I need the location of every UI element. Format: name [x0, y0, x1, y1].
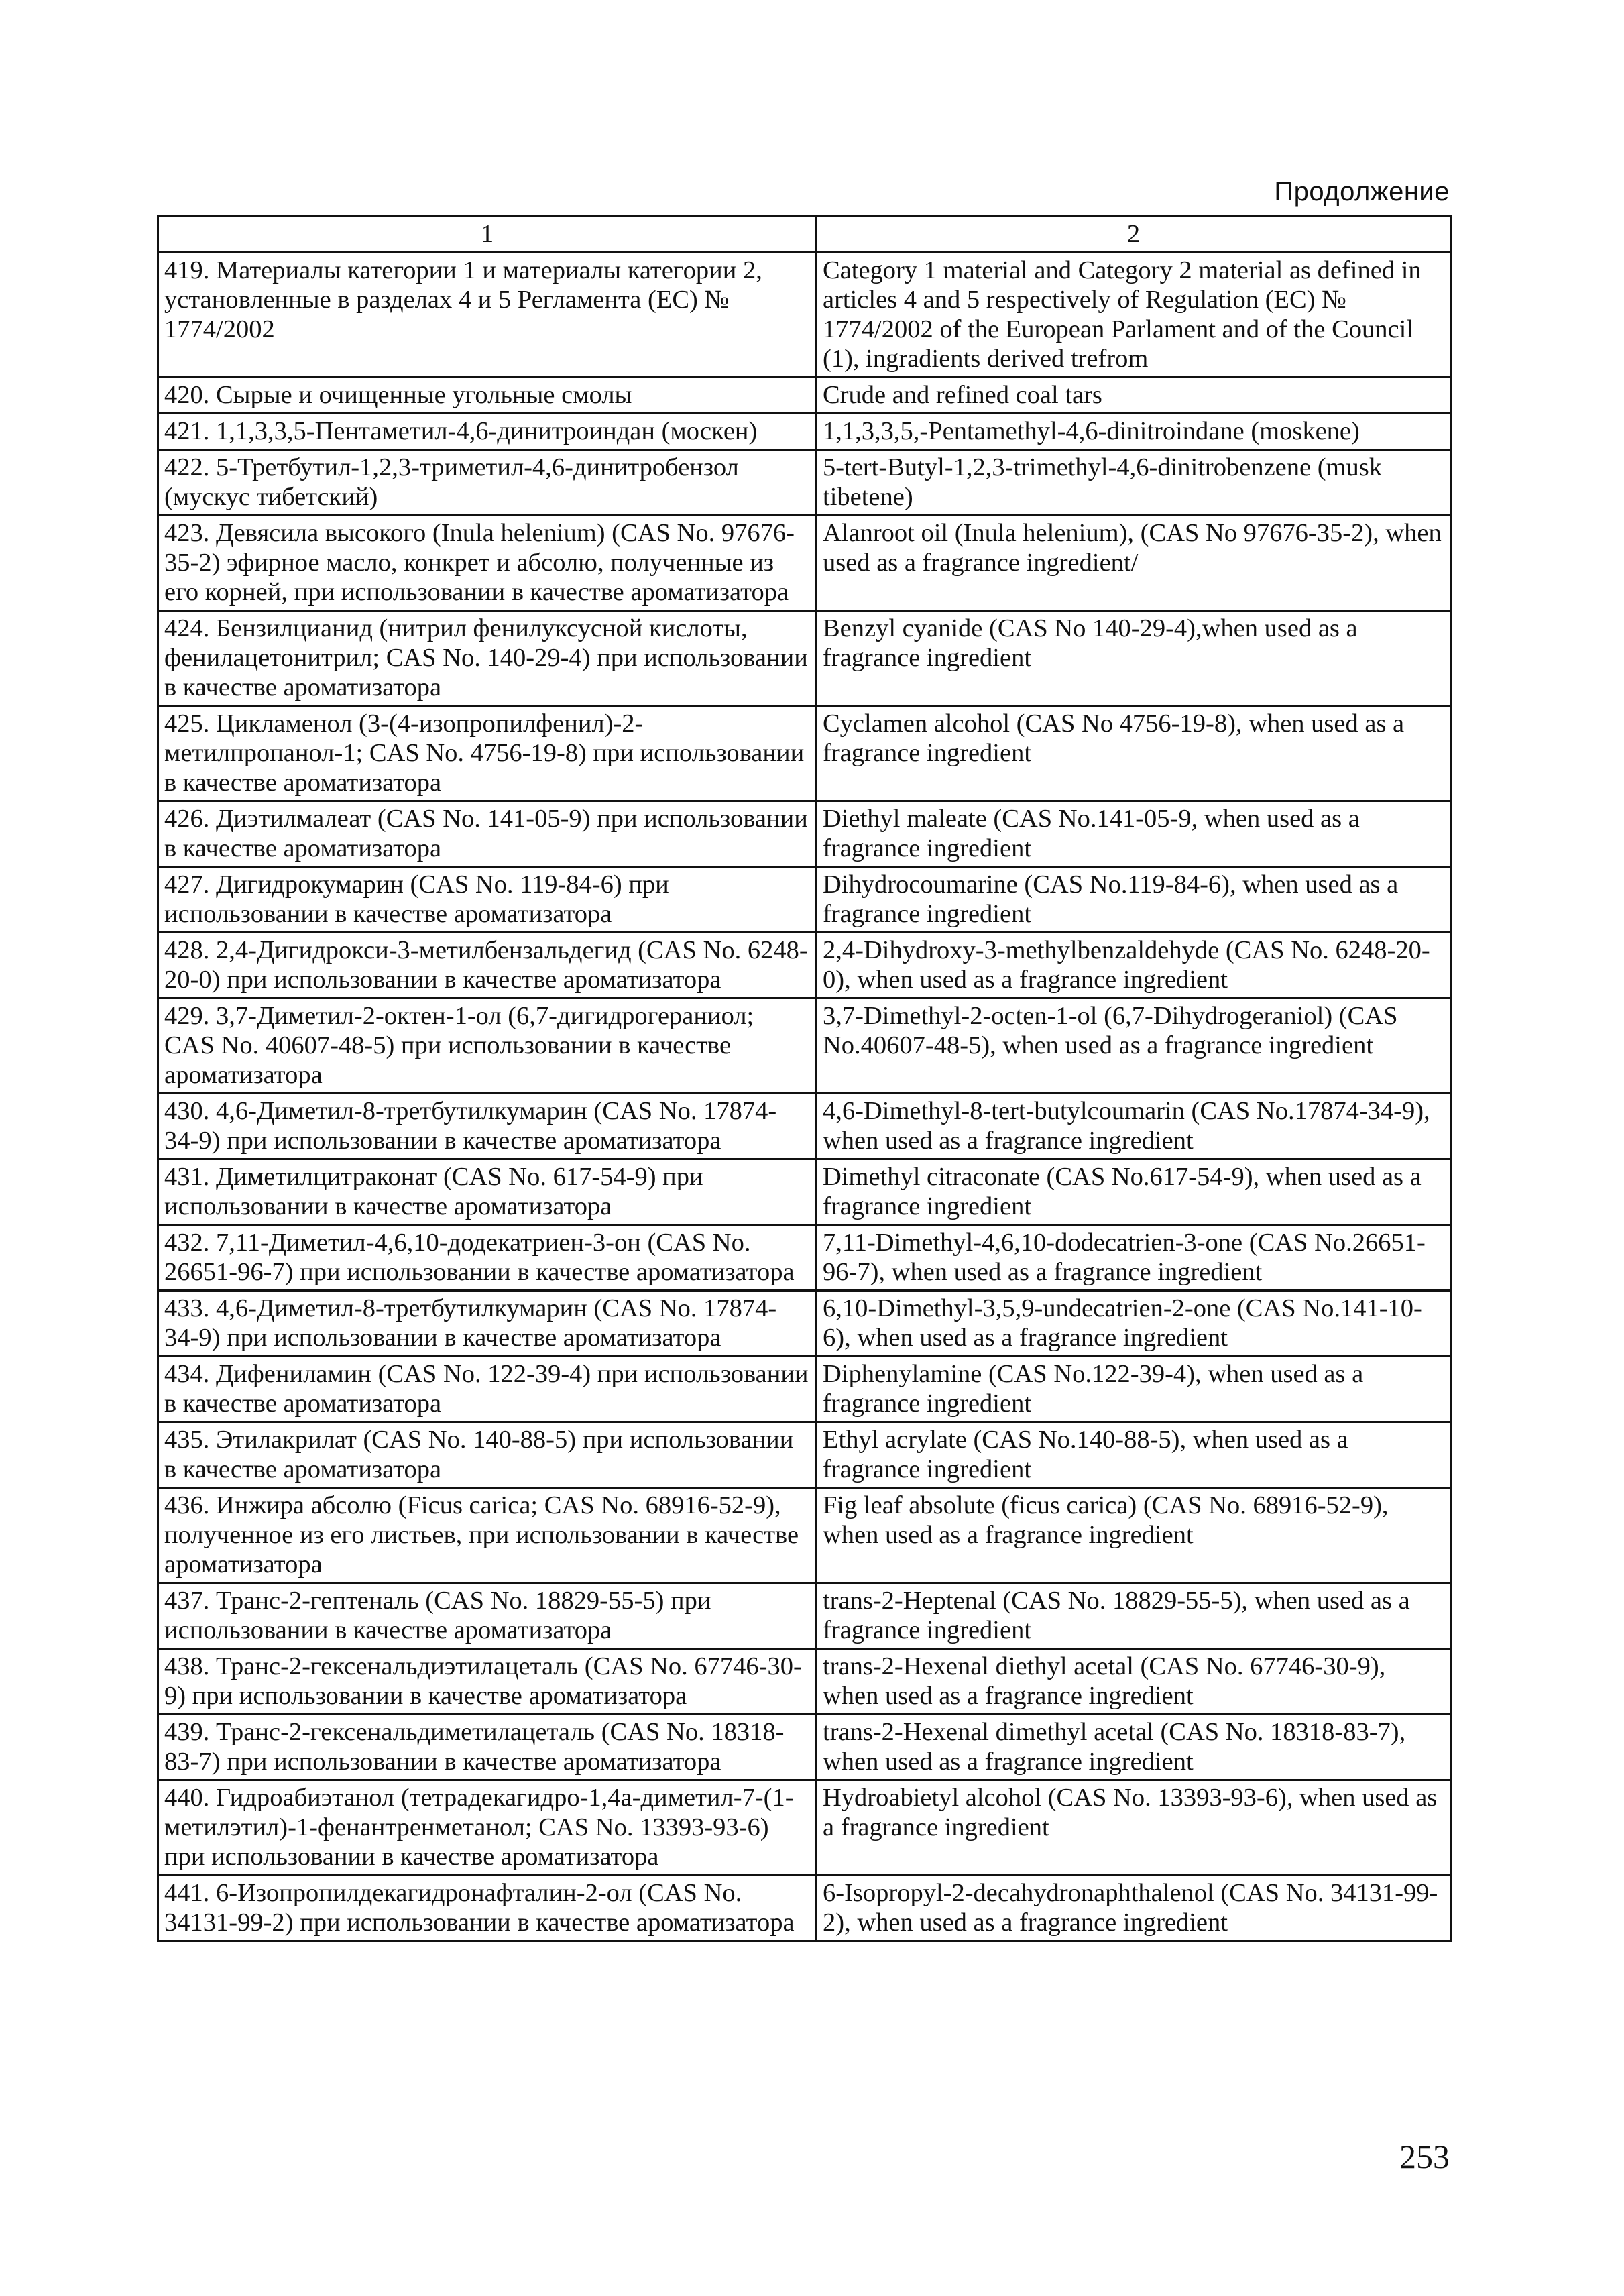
cell-english-name: Diphenylamine (CAS No.122-39-4), when used as a fragrance ingredient: [817, 1357, 1451, 1422]
table-row: [158, 450, 1451, 516]
cell-russian-name: 427. Дигидрокумарин (CAS No. 119-84-6) при использовании в качестве ароматизатора: [158, 867, 817, 933]
table-header-row: [158, 216, 1451, 253]
table-row: [158, 1583, 1451, 1649]
cell-russian-name: 429. 3,7-Диметил-2-октен-1-ол (6,7-дигидрогераниол; CAS No. 40607-48-5) при использовании в качестве ароматизатора: [158, 998, 817, 1094]
cell-russian-name: 419. Материалы категории 1 и материалы категории 2, установленные в разделах 4 и 5 Регламента (ЕС) № 1774/2002: [158, 253, 817, 378]
cell-russian-name: 434. Дифениламин (CAS No. 122-39-4) при использовании в качестве ароматизатора: [158, 1357, 817, 1422]
cell-english-name: Fig leaf absolute (ficus carica) (CAS No. 68916-52-9), when used as a fragrance ingredient: [817, 1488, 1451, 1583]
table-row: [158, 1780, 1451, 1876]
cell-english-name: Crude and refined coal tars: [817, 378, 1451, 414]
cell-english-name: 2,4-Dihydroxy-3-methylbenzaldehyde (CAS No. 6248-20-0), when used as a fragrance ingredient: [817, 933, 1451, 998]
cell-russian-name: 433. 4,6-Диметил-8-третбутилкумарин (CAS No. 17874-34-9) при использовании в качестве ароматизатора: [158, 1291, 817, 1357]
cell-english-name: Benzyl cyanide (CAS No 140-29-4),when used as a fragrance ingredient: [817, 611, 1451, 706]
cell-english-name: 7,11-Dimethyl-4,6,10-dodecatrien-3-one (CAS No.26651-96-7), when used as a fragrance ingredient: [817, 1225, 1451, 1291]
cell-russian-name: 421. 1,1,3,3,5-Пентаметил-4,6-динитроиндан (москен): [158, 414, 817, 450]
cell-russian-name: 423. Девясила высокого (Inula helenium) (CAS No. 97676-35-2) эфирное масло, конкрет и абсолю, полученные из его корней, при использовании в качестве ароматизатора: [158, 516, 817, 611]
cell-english-name: Diethyl maleate (CAS No.141-05-9, when used as a fragrance ingredient: [817, 801, 1451, 867]
cell-russian-name: 424. Бензилцианид (нитрил фенилуксусной кислоты, фенилацетонитрил; CAS No. 140-29-4) при использовании в качестве ароматизатора: [158, 611, 817, 706]
cell-russian-name: 430. 4,6-Диметил-8-третбутилкумарин (CAS No. 17874-34-9) при использовании в качестве ароматизатора: [158, 1094, 817, 1159]
cell-english-name: Cyclamen alcohol (CAS No 4756-19-8), when used as a fragrance ingredient: [817, 706, 1451, 801]
cell-english-name: Alanroot oil (Inula helenium), (CAS No 97676-35-2), when used as a fragrance ingredient/: [817, 516, 1451, 611]
table-row: [158, 611, 1451, 706]
cell-english-name: 6-Isopropyl-2-decahydronaphthalenol (CAS No. 34131-99-2), when used as a fragrance ingredient: [817, 1876, 1451, 1941]
table-row: [158, 414, 1451, 450]
cell-russian-name: 440. Гидроабиэтанол (тетрадекагидро-1,4a-диметил-7-(1-метилэтил)-1-фенантренметанол; CAS No. 13393-93-6) при использовании в качестве ароматизатора: [158, 1780, 817, 1876]
cell-english-name: Dimethyl citraconate (CAS No.617-54-9), when used as a fragrance ingredient: [817, 1159, 1451, 1225]
cell-russian-name: 425. Цикламенол (3-(4-изопропилфенил)-2-метилпропанол-1; CAS No. 4756-19-8) при использовании в качестве ароматизатора: [158, 706, 817, 801]
table-row: [158, 867, 1451, 933]
cell-russian-name: 438. Транс-2-гексенальдиэтилацеталь (CAS No. 67746-30-9) при использовании в качестве ароматизатора: [158, 1649, 817, 1715]
table-row: [158, 1715, 1451, 1780]
cell-russian-name: 431. Диметилцитраконат (CAS No. 617-54-9) при использовании в качестве ароматизатора: [158, 1159, 817, 1225]
substances-table: [157, 215, 1452, 1942]
cell-english-name: Hydroabietyl alcohol (CAS No. 13393-93-6), when used as a fragrance ingredient: [817, 1780, 1451, 1876]
table-body: [158, 253, 1451, 1941]
table-row: [158, 1094, 1451, 1159]
cell-russian-name: 422. 5-Третбутил-1,2,3-триметил-4,6-динитробензол (мускус тибетский): [158, 450, 817, 516]
cell-english-name: Dihydrocoumarine (CAS No.119-84-6), when used as a fragrance ingredient: [817, 867, 1451, 933]
cell-russian-name: 428. 2,4-Дигидрокси-3-метилбензальдегид (CAS No. 6248-20-0) при использовании в качестве ароматизатора: [158, 933, 817, 998]
table-row: [158, 1876, 1451, 1941]
table-row: [158, 1422, 1451, 1488]
table-row: [158, 1291, 1451, 1357]
cell-english-name: trans-2-Heptenal (CAS No. 18829-55-5), when used as a fragrance ingredient: [817, 1583, 1451, 1649]
table-row: [158, 706, 1451, 801]
table-row: [158, 253, 1451, 378]
continuation-label: Продолжение: [1274, 177, 1450, 207]
cell-russian-name: 420. Сырые и очищенные угольные смолы: [158, 378, 817, 414]
table-row: [158, 998, 1451, 1094]
table-row: [158, 378, 1451, 414]
cell-russian-name: 432. 7,11-Диметил-4,6,10-додекатриен-3-он (CAS No. 26651-96-7) при использовании в качестве ароматизатора: [158, 1225, 817, 1291]
table-row: [158, 1225, 1451, 1291]
table-row: [158, 933, 1451, 998]
cell-english-name: Category 1 material and Category 2 material as defined in articles 4 and 5 respectively of Regulation (EC) № 1774/2002 of the European Parlament and of the Council (1), ingradients derived trefrom: [817, 253, 1451, 378]
cell-english-name: trans-2-Hexenal diethyl acetal (CAS No. 67746-30-9), when used as a fragrance ingredient: [817, 1649, 1451, 1715]
page-number: 253: [1399, 2138, 1450, 2175]
column-header-1: 1: [158, 216, 817, 253]
cell-english-name: 1,1,3,3,5,-Pentamethyl-4,6-dinitroindane (moskene): [817, 414, 1451, 450]
cell-english-name: 4,6-Dimethyl-8-tert-butylcoumarin (CAS No.17874-34-9), when used as a fragrance ingredient: [817, 1094, 1451, 1159]
cell-russian-name: 437. Транс-2-гептеналь (CAS No. 18829-55-5) при использовании в качестве ароматизатора: [158, 1583, 817, 1649]
cell-russian-name: 441. 6-Изопропилдекагидронафталин-2-ол (CAS No. 34131-99-2) при использовании в качестве ароматизатора: [158, 1876, 817, 1941]
cell-russian-name: 435. Этилакрилат (CAS No. 140-88-5) при использовании в качестве ароматизатора: [158, 1422, 817, 1488]
cell-russian-name: 426. Диэтилмалеат (CAS No. 141-05-9) при использовании в качестве ароматизатора: [158, 801, 817, 867]
table-row: [158, 1649, 1451, 1715]
cell-russian-name: 439. Транс-2-гексенальдиметилацеталь (CAS No. 18318-83-7) при использовании в качестве ароматизатора: [158, 1715, 817, 1780]
table-row: [158, 1488, 1451, 1583]
cell-english-name: trans-2-Hexenal dimethyl acetal (CAS No. 18318-83-7), when used as a fragrance ingredient: [817, 1715, 1451, 1780]
table-row: [158, 1357, 1451, 1422]
cell-english-name: 6,10-Dimethyl-3,5,9-undecatrien-2-one (CAS No.141-10-6), when used as a fragrance ingredient: [817, 1291, 1451, 1357]
cell-english-name: 5-tert-Butyl-1,2,3-trimethyl-4,6-dinitrobenzene (musk tibetene): [817, 450, 1451, 516]
column-header-2: 2: [817, 216, 1451, 253]
cell-english-name: Ethyl acrylate (CAS No.140-88-5), when used as a fragrance ingredient: [817, 1422, 1451, 1488]
cell-english-name: 3,7-Dimethyl-2-octen-1-ol (6,7-Dihydrogeraniol) (CAS No.40607-48-5), when used as a fragrance ingredient: [817, 998, 1451, 1094]
cell-russian-name: 436. Инжира абсолю (Ficus carica; CAS No. 68916-52-9), полученное из его листьев, при использовании в качестве ароматизатора: [158, 1488, 817, 1583]
table-row: [158, 516, 1451, 611]
table-row: [158, 1159, 1451, 1225]
table-row: [158, 801, 1451, 867]
